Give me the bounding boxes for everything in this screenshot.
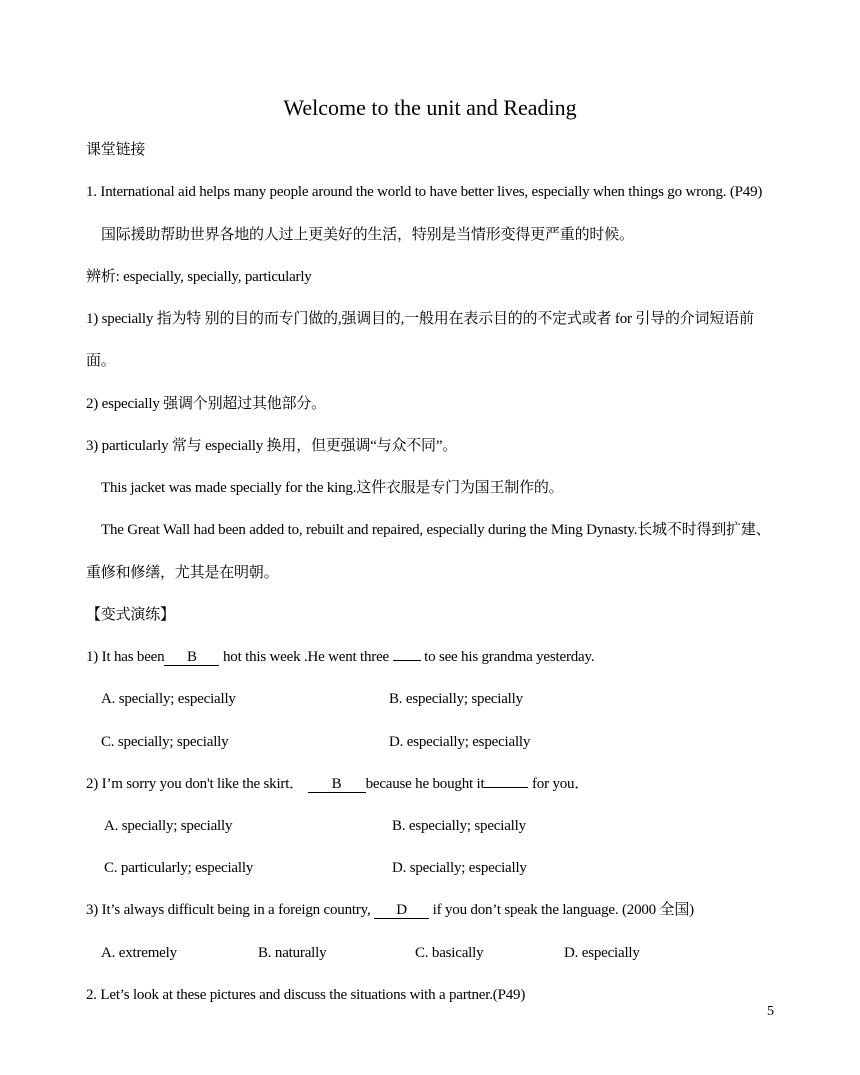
- q2-option-d: D. specially; especially: [392, 860, 527, 876]
- point1-line2: 面。: [86, 353, 116, 369]
- question-1: [86, 647, 594, 667]
- q1-option-b: B. especially; specially: [389, 691, 523, 707]
- practice-heading: 【变式演练】: [86, 607, 175, 623]
- q2-option-c: C. particularly; especially: [104, 860, 254, 876]
- q2-text-before: 2) I’m sorry you don't like the skirt．: [86, 776, 304, 792]
- point3: 3) particularly 常与 especially 换用，但更强调“与众不同”。: [86, 438, 458, 454]
- q1-option-d: D. especially; especially: [389, 734, 531, 750]
- q3-text-after: if you don’t speak the language. (2000 全国): [432, 902, 694, 918]
- q1-text-before: 1) It has been: [86, 649, 165, 665]
- q3-option-d: D. especially: [564, 945, 640, 961]
- q1-text-after: to see his grandma yesterday.: [424, 649, 595, 665]
- q1-option-a: A. specially; especially: [101, 691, 236, 707]
- q3-option-b: B. naturally: [258, 945, 327, 961]
- q3-text-before: 3) It’s always difficult being in a foreign country,: [86, 902, 371, 918]
- item2-sentence: 2. Let’s look at these pictures and discuss the situations with a partner.(P49): [86, 987, 526, 1003]
- page-title: Welcome to the unit and Reading: [283, 95, 577, 120]
- q2-text-after: for you．: [532, 776, 590, 792]
- q2-text-middle: because he bought it: [365, 776, 485, 792]
- example2-line2: 重修和修缮，尤其是在明朝。: [86, 565, 279, 581]
- q1-blank-2: [393, 660, 421, 661]
- example2-line1: The Great Wall had been added to, rebuilt and repaired, especially during the Ming Dynasty.长城不时得到扩建、: [101, 522, 771, 538]
- q2-blank-2: [484, 787, 528, 788]
- page-number: 5: [767, 1004, 774, 1019]
- q1-option-c: C. specially; specially: [101, 734, 229, 750]
- question-3: [86, 900, 694, 920]
- point1-line1: 1) specially 指为特 别的目的而专门做的,强调目的,一般用在表示目的的不定式或者 for 引导的介词短语前: [86, 311, 754, 327]
- item1-sentence: 1. International aid helps many people around the world to have better lives, especially when things go wrong. (P49): [86, 184, 763, 200]
- point2: 2) especially 强调个别超过其他部分。: [86, 396, 326, 412]
- q3-option-a: A. extremely: [101, 945, 177, 961]
- question-2: [86, 774, 589, 794]
- section-link-heading: 课堂链接: [86, 142, 146, 158]
- q2-option-b: B. especially; specially: [392, 818, 526, 834]
- q3-option-c: C. basically: [415, 945, 484, 961]
- q1-text-middle: hot this week .He went three: [222, 649, 389, 665]
- q2-option-a: A. specially; specially: [104, 818, 233, 834]
- analysis-heading: 辨析: especially, specially, particularly: [86, 269, 312, 285]
- q2-answer-blank: B: [308, 776, 366, 793]
- example1: This jacket was made specially for the king.这件衣服是专门为国王制作的。: [101, 480, 564, 496]
- q3-answer-blank: D: [374, 902, 429, 919]
- q1-answer-blank: B: [164, 649, 219, 666]
- item1-translation: 国际援助帮助世界各地的人过上更美好的生活，特别是当情形变得更严重的时候。: [101, 227, 634, 243]
